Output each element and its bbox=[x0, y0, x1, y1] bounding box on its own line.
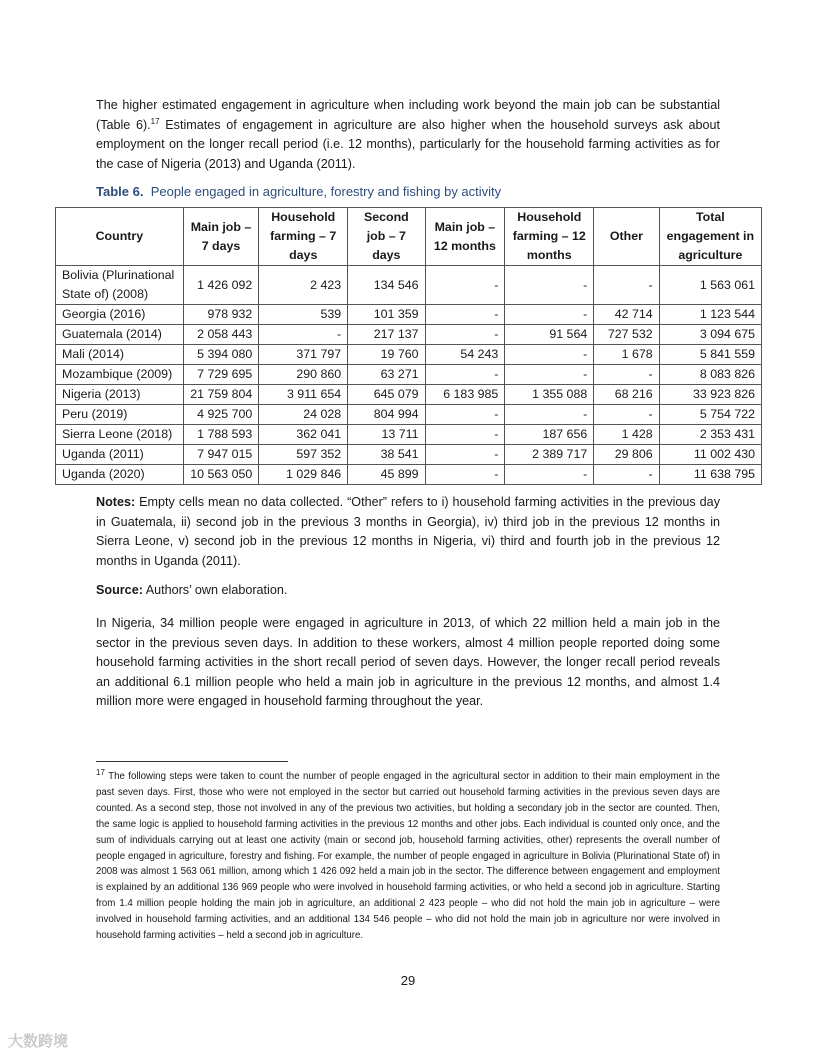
value-cell: - bbox=[505, 266, 594, 305]
table-row bbox=[56, 425, 762, 445]
value-cell: 24 028 bbox=[259, 405, 348, 425]
country-cell: Guatemala (2014) bbox=[56, 325, 184, 345]
value-cell: 1 788 593 bbox=[183, 425, 259, 445]
notes-label: Notes: bbox=[96, 495, 136, 509]
value-cell: 362 041 bbox=[259, 425, 348, 445]
value-cell: - bbox=[505, 465, 594, 485]
country-cell: Nigeria (2013) bbox=[56, 385, 184, 405]
value-cell: 68 216 bbox=[594, 385, 659, 405]
value-cell: 101 359 bbox=[348, 305, 425, 325]
column-header: Household farming – 12 months bbox=[505, 208, 594, 266]
value-cell: 187 656 bbox=[505, 425, 594, 445]
value-cell: 1 428 bbox=[594, 425, 659, 445]
table-notes bbox=[96, 493, 720, 571]
value-cell: 1 123 544 bbox=[659, 305, 761, 325]
country-cell: Uganda (2020) bbox=[56, 465, 184, 485]
column-header: Other bbox=[594, 208, 659, 266]
value-cell: 13 711 bbox=[348, 425, 425, 445]
value-cell: 1 355 088 bbox=[505, 385, 594, 405]
value-cell: 11 638 795 bbox=[659, 465, 761, 485]
value-cell: - bbox=[505, 345, 594, 365]
source-text: Authors’ own elaboration. bbox=[142, 583, 288, 597]
value-cell: 2 389 717 bbox=[505, 445, 594, 465]
value-cell: - bbox=[594, 405, 659, 425]
value-cell: 11 002 430 bbox=[659, 445, 761, 465]
value-cell: 217 137 bbox=[348, 325, 425, 345]
country-cell: Bolivia (Plurinational State of) (2008) bbox=[56, 266, 184, 305]
value-cell: 727 532 bbox=[594, 325, 659, 345]
value-cell: - bbox=[425, 325, 505, 345]
value-cell: 54 243 bbox=[425, 345, 505, 365]
table-row bbox=[56, 305, 762, 325]
table-row bbox=[56, 266, 762, 305]
footnote bbox=[96, 769, 720, 944]
watermark-logo: 大数跨境 bbox=[8, 1033, 69, 1050]
value-cell: 134 546 bbox=[348, 266, 425, 305]
nigeria-paragraph: In Nigeria, 34 million people were engaged in agriculture in 2013, of which 22 million held a main job in the sector in the previous seven days. In addition to these workers, almost 4 million people reported doing some household farming activities in the short recall period of seven days. However, the longer recall period reveals an additional 6.1 million people who held a main job in agriculture in the previous 12 months, and almost 1.4 million more were engaged in household farming throughout the year. bbox=[96, 616, 720, 709]
value-cell: 10 563 050 bbox=[183, 465, 259, 485]
country-cell: Uganda (2011) bbox=[56, 445, 184, 465]
value-cell: 1 426 092 bbox=[183, 266, 259, 305]
intro-paragraph bbox=[96, 96, 720, 174]
value-cell: - bbox=[505, 405, 594, 425]
table-row bbox=[56, 465, 762, 485]
value-cell: 290 860 bbox=[259, 365, 348, 385]
value-cell: 19 760 bbox=[348, 345, 425, 365]
value-cell: 5 754 722 bbox=[659, 405, 761, 425]
value-cell: 3 911 654 bbox=[259, 385, 348, 405]
paragraph-text: The higher estimated engagement in agriculture when including work beyond the main job can be substantial (Table 6). bbox=[96, 98, 720, 132]
column-header: Second job – 7 days bbox=[348, 208, 425, 266]
table-row bbox=[56, 385, 762, 405]
value-cell: 978 932 bbox=[183, 305, 259, 325]
value-cell: - bbox=[594, 266, 659, 305]
column-header: Main job – 7 days bbox=[183, 208, 259, 266]
page-number: 29 bbox=[400, 973, 416, 988]
value-cell: - bbox=[425, 445, 505, 465]
value-cell: 539 bbox=[259, 305, 348, 325]
value-cell: - bbox=[594, 365, 659, 385]
country-cell: Peru (2019) bbox=[56, 405, 184, 425]
value-cell: 6 183 985 bbox=[425, 385, 505, 405]
table-title: People engaged in agriculture, forestry and fishing by activity bbox=[150, 184, 502, 199]
column-header: Total engagement in agriculture bbox=[659, 208, 761, 266]
value-cell: - bbox=[505, 365, 594, 385]
table-source bbox=[96, 581, 720, 601]
value-cell: - bbox=[505, 305, 594, 325]
value-cell: 63 271 bbox=[348, 365, 425, 385]
footnote-divider bbox=[96, 761, 288, 762]
footnote-text: The following steps were taken to count the number of people engaged in the agricultural sector in addition to their main employment in the past seven days. First, those who were not employed in the sector but carried out household farming activities in the previous seven days are counted. As a second step, those not involved in any of the previous two activities, but holding a secondary job in the sector are counted. Then, the same logic is applied to household farming activities in the previous 12 months and other jobs. Each individual is counted only once, and the sum of individuals carrying out at least one activity (main or second job, household farming activities, other) represents the overall number of people engaged in agriculture, forestry and fishing. For example, the number of people engaged in agriculture in Bolivia (Plurinational State of) in 2008 was almost 1 563 061 million, among which 1 426 092 held a main job in the sector. The difference between engagement and employment is explained by an additional 136 969 people who were involved in household farming activities, or who held a second job in agriculture. Starting from 1.4 million people holding the main job in agriculture, an additional 2 423 people – who did not hold the main job in agriculture – were involved in household farming activities, and an additional 134 546 people – who did not hold the main job in agriculture nor were involved in household farming activities – held a second job in agriculture. bbox=[96, 771, 720, 942]
country-cell: Georgia (2016) bbox=[56, 305, 184, 325]
value-cell: - bbox=[594, 465, 659, 485]
table-row bbox=[56, 345, 762, 365]
value-cell: 1 678 bbox=[594, 345, 659, 365]
footnote-reference[interactable]: 17 bbox=[150, 116, 160, 126]
value-cell: - bbox=[425, 425, 505, 445]
value-cell: 804 994 bbox=[348, 405, 425, 425]
table-label: Table 6. bbox=[96, 184, 144, 199]
footnote-number: 17 bbox=[96, 767, 105, 777]
value-cell: 8 083 826 bbox=[659, 365, 761, 385]
paragraph-text: Estimates of engagement in agriculture are also higher when the household surveys ask about employment on the longer recall period (i.e. 12 months), particularly for the household farming activities as for the case of Nigeria (2013) and Uganda (2011). bbox=[96, 117, 720, 171]
value-cell: 597 352 bbox=[259, 445, 348, 465]
value-cell: 42 714 bbox=[594, 305, 659, 325]
notes-text: Empty cells mean no data collected. “Other” refers to i) household farming activities in the previous day in Guatemala, ii) second job in the previous 3 months in Georgia), iv) third job in the previous 12 months in Sierra Leone, v) second job in the previous 12 months in Nigeria, vi) third and fourth job in the previous 12 months in Uganda (2011). bbox=[96, 495, 720, 568]
value-cell: 33 923 826 bbox=[659, 385, 761, 405]
table-row bbox=[56, 365, 762, 385]
value-cell: 29 806 bbox=[594, 445, 659, 465]
value-cell: - bbox=[425, 405, 505, 425]
column-header: Country bbox=[56, 208, 184, 266]
value-cell: 7 729 695 bbox=[183, 365, 259, 385]
value-cell: 1 563 061 bbox=[659, 266, 761, 305]
value-cell: 3 094 675 bbox=[659, 325, 761, 345]
value-cell: - bbox=[259, 325, 348, 345]
value-cell: 2 058 443 bbox=[183, 325, 259, 345]
table-row bbox=[56, 405, 762, 425]
value-cell: 45 899 bbox=[348, 465, 425, 485]
table-row bbox=[56, 325, 762, 345]
value-cell: 7 947 015 bbox=[183, 445, 259, 465]
value-cell: 38 541 bbox=[348, 445, 425, 465]
value-cell: 5 841 559 bbox=[659, 345, 761, 365]
value-cell: - bbox=[425, 266, 505, 305]
value-cell: 371 797 bbox=[259, 345, 348, 365]
column-header: Household farming – 7 days bbox=[259, 208, 348, 266]
table-header-row bbox=[56, 208, 762, 266]
value-cell: - bbox=[425, 305, 505, 325]
country-cell: Mali (2014) bbox=[56, 345, 184, 365]
column-header: Main job – 12 months bbox=[425, 208, 505, 266]
value-cell: 1 029 846 bbox=[259, 465, 348, 485]
table-caption bbox=[96, 184, 501, 199]
value-cell: 2 423 bbox=[259, 266, 348, 305]
value-cell: 4 925 700 bbox=[183, 405, 259, 425]
country-cell: Sierra Leone (2018) bbox=[56, 425, 184, 445]
value-cell: 2 353 431 bbox=[659, 425, 761, 445]
source-label: Source: bbox=[96, 583, 143, 597]
value-cell: - bbox=[425, 465, 505, 485]
value-cell: 5 394 080 bbox=[183, 345, 259, 365]
value-cell: 21 759 804 bbox=[183, 385, 259, 405]
engagement-table bbox=[55, 207, 762, 485]
value-cell: - bbox=[425, 365, 505, 385]
value-cell: 645 079 bbox=[348, 385, 425, 405]
country-cell: Mozambique (2009) bbox=[56, 365, 184, 385]
table-row bbox=[56, 445, 762, 465]
value-cell: 91 564 bbox=[505, 325, 594, 345]
